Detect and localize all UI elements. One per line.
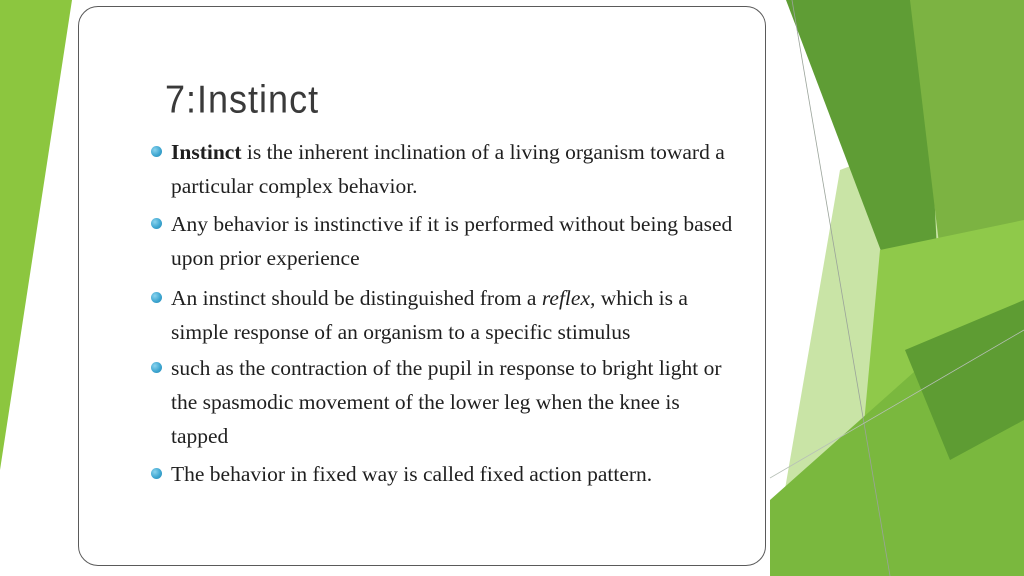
bullet-icon — [151, 218, 162, 229]
bullet-item — [171, 281, 741, 349]
bullet-item — [171, 351, 741, 453]
bullet-list — [79, 7, 767, 567]
left-green-shape — [0, 0, 72, 470]
bullet-text-after: which is a simple response of an organism to a specific stimulus — [171, 286, 688, 344]
content-card — [78, 6, 766, 566]
bullet-text: The behavior in fixed way is called fixed action pattern. — [171, 462, 653, 486]
bullet-icon — [151, 292, 162, 303]
slide-title: 7:Instinct — [165, 77, 320, 122]
bullet-text: An instinct should be distinguished from a — [171, 286, 542, 310]
bullet-item — [171, 207, 741, 275]
bullet-icon — [151, 468, 162, 479]
bullet-text: such as the contraction of the pupil in response to bright light or the spasmodic movement of the lower leg when the knee is tapped — [171, 356, 722, 448]
bullet-item — [171, 457, 741, 491]
bullet-icon — [151, 146, 162, 157]
bullet-text: is the inherent inclination of a living organism toward a particular complex behavior. — [171, 140, 725, 198]
bullet-text: Any behavior is instinctive if it is performed without being based upon prior experience — [171, 212, 733, 270]
bullet-bold-lead: Instinct — [171, 140, 242, 164]
bullet-item — [171, 135, 741, 203]
bullet-italic-term: reflex, — [541, 286, 596, 310]
bullet-icon — [151, 362, 162, 373]
